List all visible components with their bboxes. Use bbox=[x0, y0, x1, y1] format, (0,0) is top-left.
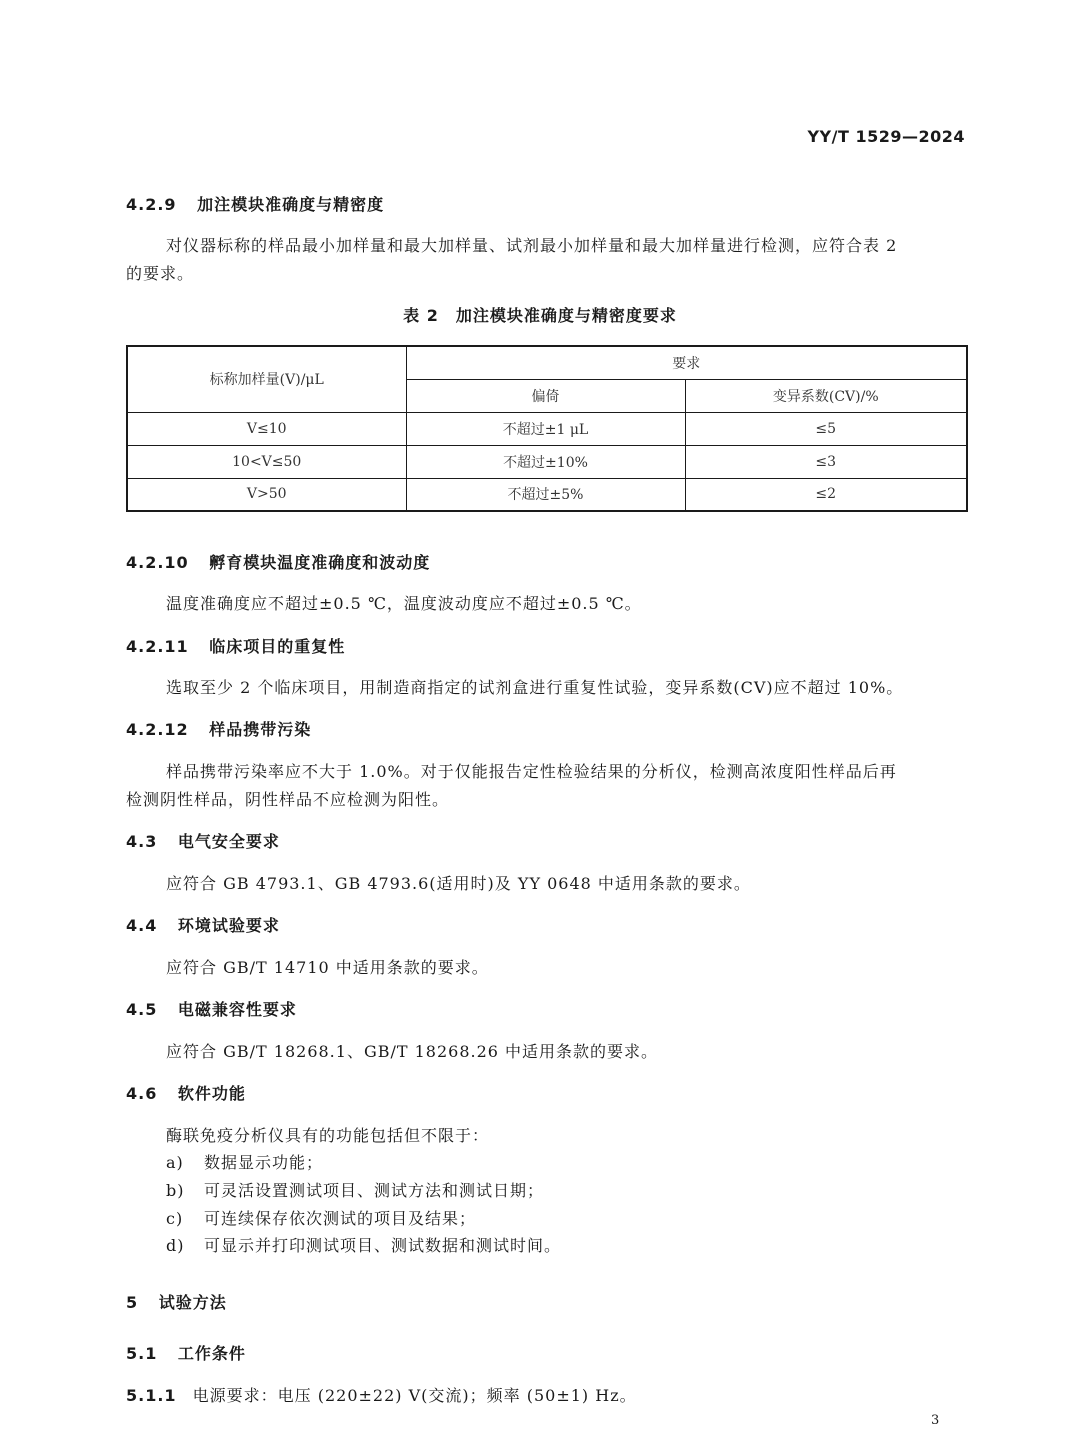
section-heading-4-4 bbox=[126, 913, 280, 936]
section-heading-4-2-12 bbox=[126, 717, 311, 740]
paragraph-4-3: 应符合 GB 4793.1、GB 4793.6(适用时)及 YY 0648 中适用条款的要求。 bbox=[166, 874, 751, 893]
section-title: 样品携带污染 bbox=[209, 720, 312, 739]
section-title: 软件功能 bbox=[177, 1084, 246, 1103]
list-text: 数据显示功能； bbox=[204, 1153, 324, 1172]
paragraph-4-5: 应符合 GB/T 18268.1、GB/T 18268.26 中适用条款的要求。 bbox=[166, 1042, 659, 1061]
section-number: 4.3 bbox=[126, 832, 158, 851]
section-title: 孵育模块温度准确度和波动度 bbox=[209, 553, 431, 572]
section-number: 4.2.12 bbox=[126, 720, 189, 739]
cell-volume: V>50 bbox=[127, 478, 406, 511]
table-row bbox=[127, 445, 967, 478]
section-title: 环境试验要求 bbox=[177, 916, 280, 935]
section-heading-4-2-9 bbox=[126, 192, 384, 215]
header-cv: 变异系数(CV)/% bbox=[685, 379, 967, 412]
section-title: 工作条件 bbox=[177, 1344, 246, 1363]
section-heading-4-3 bbox=[126, 829, 280, 852]
list-marker: c) bbox=[166, 1209, 184, 1228]
table-caption: 表 2 加注模块准确度与精密度要求 bbox=[403, 306, 677, 325]
cell-bias: 不超过±1 μL bbox=[406, 412, 685, 445]
paragraph-4-6: 酶联免疫分析仪具有的功能包括但不限于： bbox=[166, 1126, 490, 1145]
table-row bbox=[127, 412, 967, 445]
clause-text: 电源要求：电压 (220±22) V(交流)；频率 (50±1) Hz。 bbox=[192, 1386, 637, 1405]
cell-cv: ≤5 bbox=[685, 412, 967, 445]
clause-5-1-1 bbox=[126, 1383, 637, 1406]
header-nominal-volume: 标称加样量(V)/μL bbox=[127, 346, 406, 412]
list-item bbox=[166, 1233, 561, 1256]
paragraph-4-2-12-line2: 检测阴性样品，阴性样品不应检测为阳性。 bbox=[126, 790, 450, 809]
section-heading-5 bbox=[126, 1290, 227, 1313]
section-title: 试验方法 bbox=[158, 1293, 227, 1312]
section-number: 4.2.9 bbox=[126, 195, 177, 214]
paragraph-4-4: 应符合 GB/T 14710 中适用条款的要求。 bbox=[166, 958, 489, 977]
section-title: 临床项目的重复性 bbox=[209, 637, 346, 656]
table-row bbox=[127, 478, 967, 511]
section-number: 4.2.11 bbox=[126, 637, 189, 656]
list-item bbox=[166, 1178, 544, 1201]
list-marker: a) bbox=[166, 1153, 184, 1172]
section-number: 4.2.10 bbox=[126, 553, 189, 572]
list-text: 可显示并打印测试项目、测试数据和测试时间。 bbox=[204, 1236, 562, 1255]
section-heading-4-2-11 bbox=[126, 634, 345, 657]
cell-cv: ≤3 bbox=[685, 445, 967, 478]
cell-volume: 10<V≤50 bbox=[127, 445, 406, 478]
section-title: 电气安全要求 bbox=[177, 832, 280, 851]
list-marker: d) bbox=[166, 1236, 185, 1255]
section-number: 4.6 bbox=[126, 1084, 158, 1103]
requirements-table bbox=[126, 345, 968, 512]
section-number: 5 bbox=[126, 1293, 139, 1312]
document-id: YY/T 1529—2024 bbox=[807, 127, 965, 146]
paragraph-4-2-12-line1: 样品携带污染率应不大于 1.0%。对于仅能报告定性检验结果的分析仪，检测高浓度阳性样品后再 bbox=[166, 762, 897, 781]
page-number: 3 bbox=[931, 1413, 940, 1428]
cell-bias: 不超过±5% bbox=[406, 478, 685, 511]
list-text: 可连续保存依次测试的项目及结果； bbox=[204, 1209, 477, 1228]
section-number: 4.4 bbox=[126, 916, 158, 935]
cell-bias: 不超过±10% bbox=[406, 445, 685, 478]
paragraph-4-2-9-line2: 的要求。 bbox=[126, 264, 195, 283]
section-heading-4-6 bbox=[126, 1081, 246, 1104]
section-number: 4.5 bbox=[126, 1000, 158, 1019]
header-requirement: 要求 bbox=[406, 346, 967, 379]
section-title: 电磁兼容性要求 bbox=[177, 1000, 297, 1019]
section-heading-4-5 bbox=[126, 997, 297, 1020]
section-heading-4-2-10 bbox=[126, 550, 430, 573]
clause-number: 5.1.1 bbox=[126, 1386, 177, 1405]
list-text: 可灵活设置测试项目、测试方法和测试日期； bbox=[204, 1181, 545, 1200]
section-heading-5-1 bbox=[126, 1341, 246, 1364]
section-title: 加注模块准确度与精密度 bbox=[197, 195, 385, 214]
section-number: 5.1 bbox=[126, 1344, 158, 1363]
paragraph-4-2-9-line1: 对仪器标称的样品最小加样量和最大加样量、试剂最小加样量和最大加样量进行检测，应符合表 2 bbox=[166, 236, 898, 255]
header-bias: 偏倚 bbox=[406, 379, 685, 412]
paragraph-4-2-11: 选取至少 2 个临床项目，用制造商指定的试剂盒进行重复性试验，变异系数(CV)应不超过 10%。 bbox=[166, 678, 904, 697]
list-marker: b) bbox=[166, 1181, 185, 1200]
paragraph-4-2-10: 温度准确度应不超过±0.5 ℃，温度波动度应不超过±0.5 ℃。 bbox=[166, 594, 642, 613]
cell-volume: V≤10 bbox=[127, 412, 406, 445]
list-item bbox=[166, 1206, 476, 1229]
cell-cv: ≤2 bbox=[685, 478, 967, 511]
list-item bbox=[166, 1150, 323, 1173]
